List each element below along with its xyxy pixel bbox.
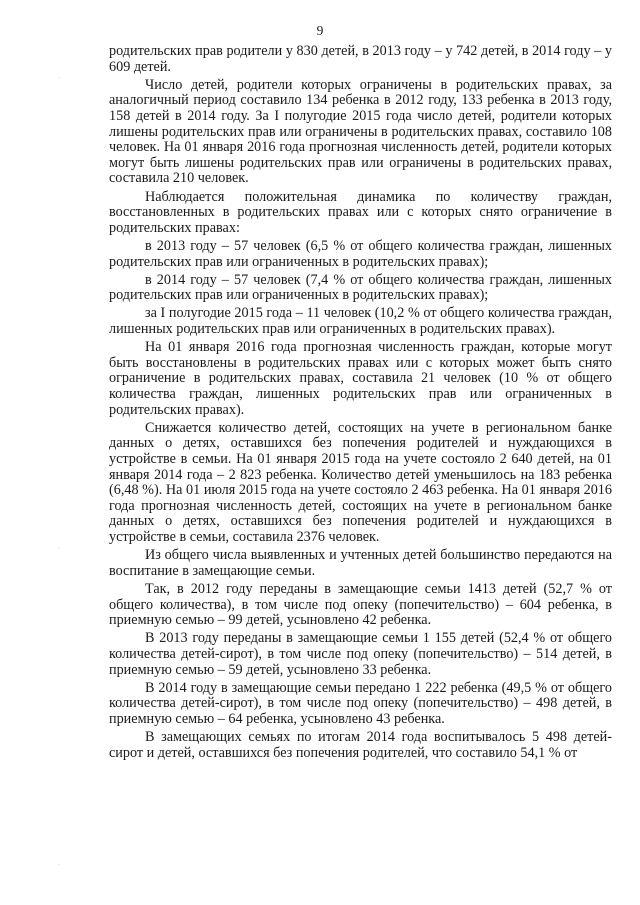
- paragraph: Наблюдается положительная динамика по количеству граждан, восстановленных в родительских правах или с которых снято ограничение в родительских правах:: [109, 188, 612, 236]
- paragraph: Так, в 2012 году переданы в замещающие семьи 1413 детей (52,7 % от общего количества), в том числе под опеку (попечительство) – 604 ребенка, в приемную семью – 99 детей, усыновлено 42 ребенка.: [109, 580, 612, 629]
- scan-speck: ·: [58, 862, 60, 869]
- list-item: в 2014 году – 57 человек (7,4 % от общего количества граждан, лишенных родительских прав или ограниченных в родительских правах);: [109, 271, 612, 304]
- page-number: 9: [316, 23, 324, 38]
- paragraph: Снижается количество детей, состоящих на учете в региональном банке данных о детях, оставшихся без попечения родителей и нуждающихся в устройстве в семьи. На 01 января 2015 года на учете состояло 2 640 детей, на 01 января 2014 года – 2 823 ребенка. Количество детей уменьшилось на 183 ребенка (6,48 %). На 01 июля 2015 года на учете состояло 2 463 ребенка. На 01 января 2016 года прогнозная численность детей, состоящих на учете в региональном банке данных о детях, оставшихся без попечения родителей и нуждающихся в устройстве в семьи, составила 2376 человек.: [109, 419, 612, 545]
- paragraph: родительских прав родители у 830 детей, в 2013 году – у 742 детей, в 2014 году – у 609 детей.: [109, 43, 612, 75]
- scan-speck: ·: [58, 75, 60, 82]
- paragraph: На 01 января 2016 года прогнозная численность граждан, которые могут быть восстановлены в родительских правах или с которых может быть снято ограничение в родительских правах, составила 21 человек (10 % от общего количества граждан, лишенных родительских прав или ограниченных в родительских правах).: [109, 339, 612, 418]
- paragraph: В 2014 году в замещающие семьи передано 1 222 ребенка (49,5 % от общего количества детей-сирот), в том числе под опеку (попечительство) – 498 детей, в приемную семью – 64 ребенка, усыновлено 43 ребенка.: [109, 679, 612, 727]
- list-item: за I полугодие 2015 года – 11 человек (10,2 % от общего количества граждан, лишенных родительских прав или ограниченных в родительских правах).: [109, 305, 612, 338]
- scan-speck: ·: [58, 545, 60, 552]
- paragraph: В замещающих семьях по итогам 2014 года воспитывалось 5 498 детей-сирот и детей, оставшихся без попечения родителей, что составило 54,1 % от: [109, 729, 612, 761]
- list-item: в 2013 году – 57 человек (6,5 % от общего количества граждан, лишенных родительских прав или ограниченных в родительских правах);: [109, 237, 612, 270]
- paragraph: Число детей, родители которых ограничены в родительских правах, за аналогичный период составило 134 ребенка в 2012 году, 133 ребенка в 2013 году, 158 детей в 2014 году. За I полугодие 2015 года число детей, родители которых лишены родительских прав или ограничены в родительских правах, составило 108 человек. На 01 января 2016 года прогнозная численность детей, родители которых могут быть лишены родительских прав или ограничены в родительских правах, составила 210 человек.: [109, 76, 612, 187]
- body-text: [109, 44, 612, 764]
- paragraph: Из общего числа выявленных и учтенных детей большинство передаются на воспитание в замещающие семьи.: [109, 547, 612, 579]
- paragraph: В 2013 году переданы в замещающие семьи 1 155 детей (52,4 % от общего количества детей-сирот), в том числе под опеку (попечительство) – 514 детей, в приемную семью – 59 детей, усыновлено 33 ребенка.: [109, 630, 612, 678]
